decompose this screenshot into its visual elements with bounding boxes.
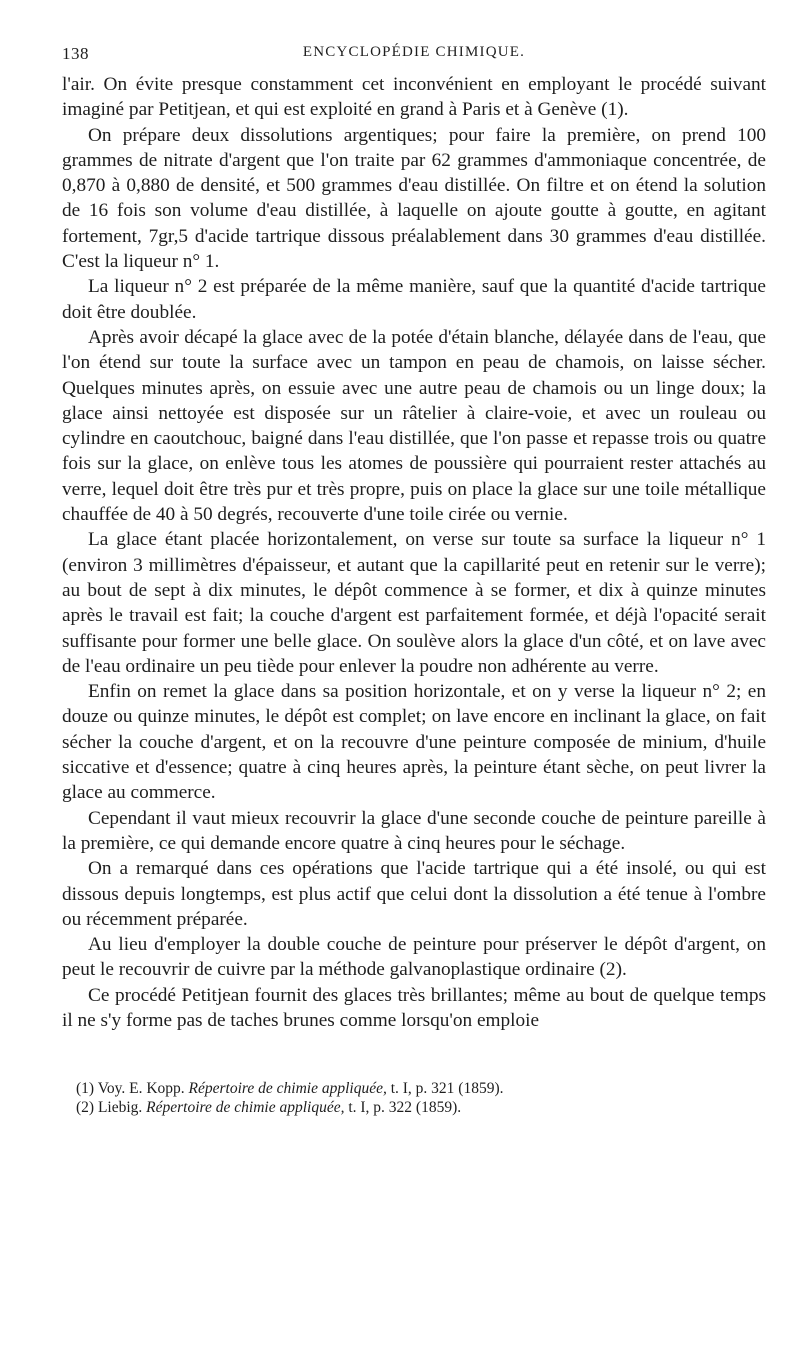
footnote-title: Répertoire de chimie appliquée, [188, 1080, 387, 1098]
paragraph: l'air. On évite presque constamment cet inconvénient en employant le procédé suivant imaginé par Petitjean, et qui est exploité en grand à Paris et à Genève (1). [62, 74, 766, 121]
body-text [62, 72, 766, 1033]
footnote [76, 1079, 766, 1098]
document-page [62, 38, 766, 1117]
footnote-author: Liebig. [97, 1099, 143, 1117]
page-number: 138 [62, 44, 89, 63]
footnote-reference: t. I, p. 322 (1859). [348, 1099, 462, 1117]
footnote-marker: (2) [76, 1099, 95, 1117]
paragraph: On prépare deux dissolutions argentiques; pour faire la première, on prend 100 grammes de nitrate d'argent que l'on traite par 62 grammes d'ammoniaque concentrée, de 0,870 à 0,880 de densité, et 500 grammes d'eau distillée. On filtre et on étend la solution de 16 fois son volume d'eau distillée, à laquelle on ajoute goutte à goutte, en agitant fortement, 7gr,5 d'acide tartrique dissous préalablement dans 30 grammes d'eau distillée. C'est la liqueur n° 1. [62, 124, 766, 273]
footnote [76, 1098, 766, 1117]
paragraph: Enfin on remet la glace dans sa position horizontale, et on y verse la liqueur n° 2; en douze ou quinze minutes, le dépôt est complet; on lave encore en inclinant la glace, on fait sécher la couche d'argent, et on la recouvre d'une peinture composée de minium, d'huile siccative et d'essence; quatre à cinq heures après, la peinture étant sèche, on peut livrer la glace au commerce. [62, 681, 766, 804]
footnote-author: Voy. E. Kopp. [97, 1080, 185, 1098]
paragraph: La glace étant placée horizontalement, on verse sur toute sa surface la liqueur n° 1 (environ 3 millimètres d'épaisseur, et autant que la capillarité peut en retenir sur le verre); au bout de sept à dix minutes, le dépôt commence à se former, et dix à quinze minutes après le travail est fait; la couche d'argent est parfaitement formée, et déjà l'opacité serait suffisante pour former une belle glace. On soulève alors la glace d'un côté, et on lave avec de l'eau ordinaire un peu tiède pour enlever la poudre non adhérente au verre. [62, 529, 766, 677]
paragraph: Cependant il vaut mieux recouvrir la glace d'une seconde couche de peinture pareille à la première, ce qui demande encore quatre à cinq heures pour le séchage. [62, 807, 766, 854]
footnote-reference: t. I, p. 321 (1859). [390, 1080, 504, 1098]
paragraph: On a remarqué dans ces opérations que l'acide tartrique qui a été insolé, ou qui est dissous depuis longtemps, est plus actif que celui dont la dissolution a été tenue à l'ombre ou récemment préparée. [62, 858, 766, 930]
paragraph: Au lieu d'employer la double couche de peinture pour préserver le dépôt d'argent, on peut le recouvrir de cuivre par la méthode galvanoplastique ordinaire (2). [62, 934, 766, 981]
footnotes [62, 1079, 766, 1117]
footnote-title: Répertoire de chimie appliquée, [146, 1099, 345, 1117]
paragraph: La liqueur n° 2 est préparée de la même manière, sauf que la quantité d'acide tartrique doit être doublée. [62, 276, 766, 323]
paragraph: Après avoir décapé la glace avec de la potée d'étain blanche, délayée dans de l'eau, que l'on étend sur toute la surface avec un tampon en peau de chamois, on laisse sécher. Quelques minutes après, on essuie avec une autre peau de chamois ou un linge doux; la glace ainsi nettoyée est disposée sur un râtelier à claire-voie, et avec un rouleau ou cylindre en caoutchouc, baigné dans l'eau distillée, que l'on passe et repasse trois ou quatre fois sur la glace, on enlève tous les atomes de poussière qui pourraient rester attachés au verre, lequel doit être très pur et très propre, puis on place la glace sur une toile métallique chauffée de 40 à 50 degrés, recouverte d'une toile cirée ou vernie. [62, 326, 766, 526]
page-header [62, 38, 766, 66]
footnote-marker: (1) [76, 1080, 95, 1098]
paragraph: Ce procédé Petitjean fournit des glaces très brillantes; même au bout de quelque temps il ne s'y forme pas de taches brunes comme lorsqu'on emploie [62, 984, 766, 1031]
running-title: ENCYCLOPÉDIE CHIMIQUE. [302, 44, 526, 60]
